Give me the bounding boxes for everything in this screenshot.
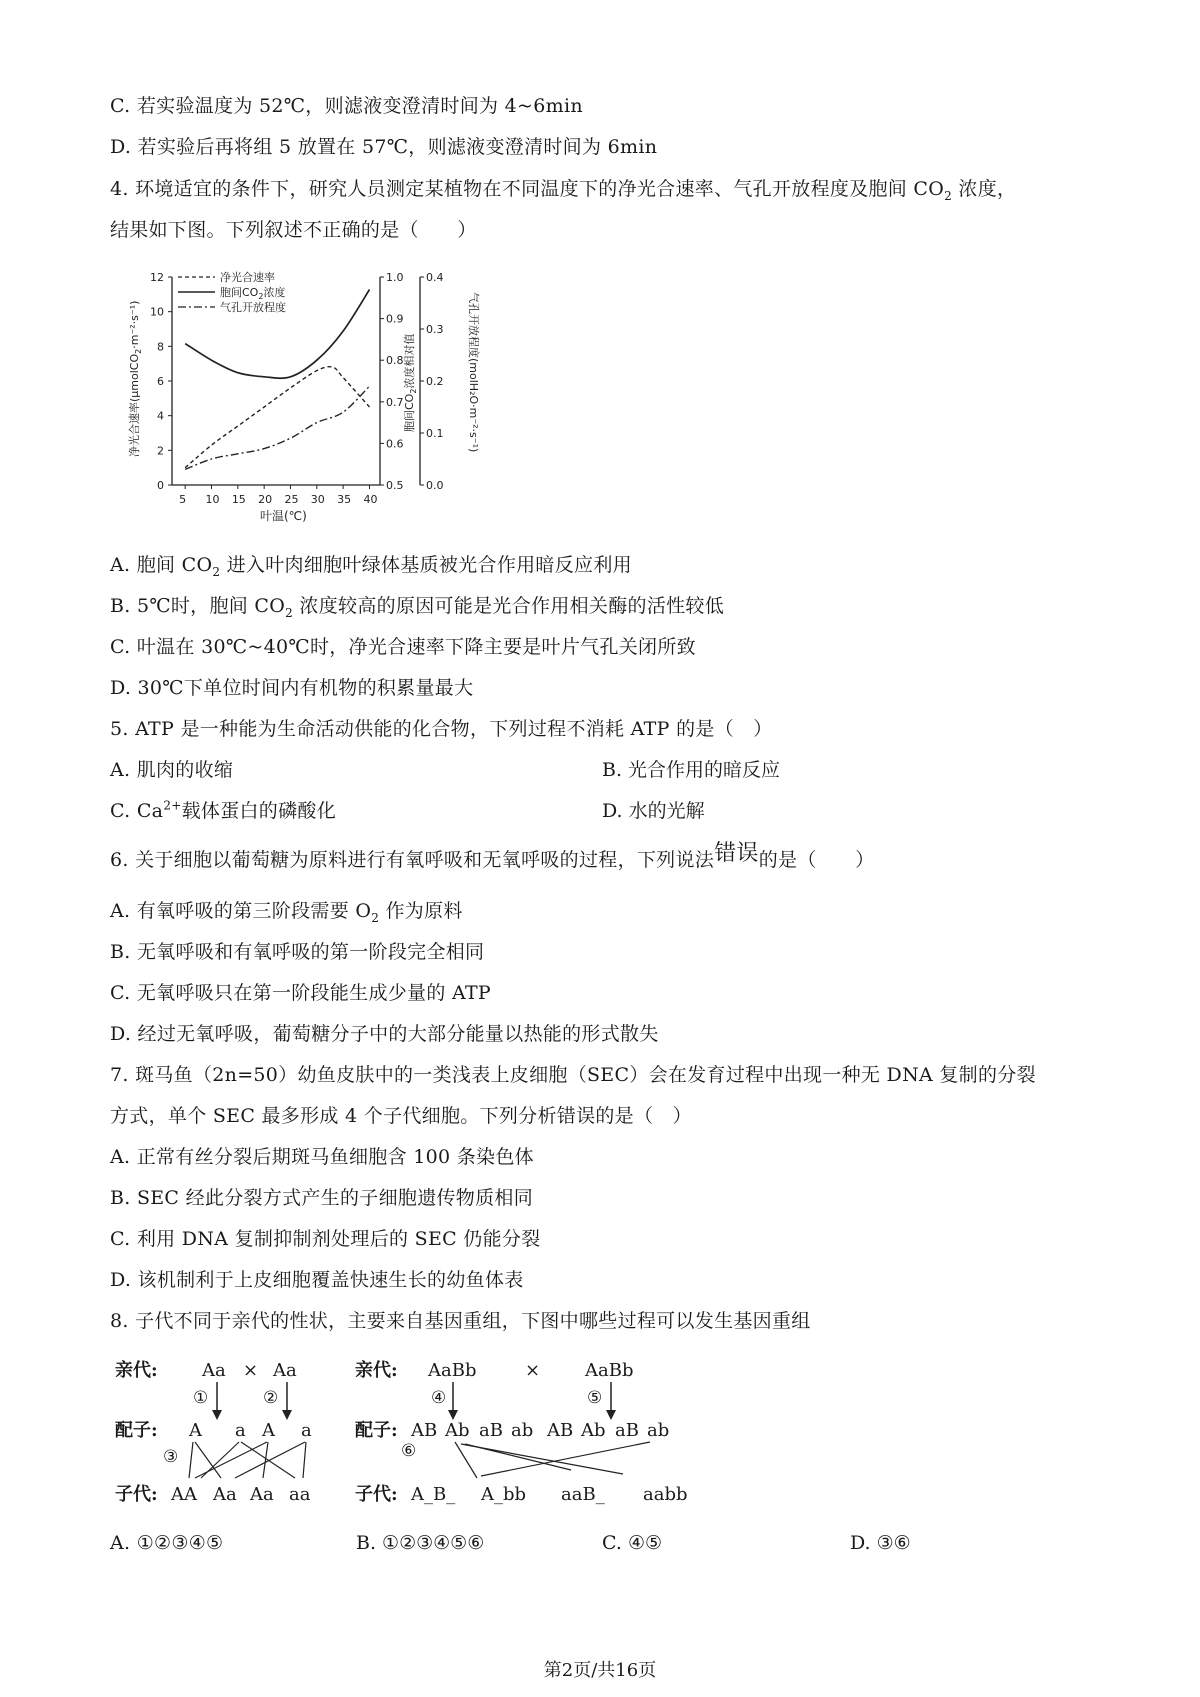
right-gamete-1: AB [411,1420,438,1441]
y-tick-label: 0.5 [386,479,404,492]
right-parent2: AaBb [585,1360,634,1381]
x-tick-label: 30 [310,493,325,506]
x-tick-label: 35 [337,493,352,506]
x-tick-label: 15 [231,493,246,506]
q7-option-a: A. 正常有丝分裂后期斑马鱼细胞含 100 条染色体 [110,1146,534,1168]
left-parent2: Aa [273,1360,297,1381]
y-tick-label: 10 [150,305,164,319]
right-gamete-7: aB [615,1420,639,1441]
y-tick-label: 6 [157,375,164,388]
q7-option-b: B. SEC 经此分裂方式产生的子细胞遗传物质相同 [110,1187,534,1209]
x-tick-label: 10 [205,493,220,506]
y-tick-label: 4 [157,409,164,423]
left-gamete-label: 配子: [115,1420,158,1441]
y-tick-label: 0.3 [426,323,444,336]
right-offspring-label: 子代: [355,1484,398,1505]
x-tick-label: 25 [284,493,299,506]
chart-legend [178,270,286,314]
q4-option-c: C. 叶温在 30℃~40℃时，净光合速率下降主要是叶片气孔关闭所致 [110,636,696,658]
x-tick-label: 40 [363,493,378,506]
right-gamete-2: Ab [445,1420,470,1441]
right-gamete-3: aB [479,1420,503,1441]
q4-option-a: A. 胞间 $CO_2$ 进入叶肉细胞叶绿体基质被光合作用暗反应利用 [110,554,632,579]
step-1-label: ① [193,1388,209,1408]
right-parent-label: 亲代: [355,1360,398,1381]
legend-label-net-photosynthesis: 净光合速率 [220,271,275,284]
y-tick-label: 2 [157,444,164,458]
left-offspring-2: Aa [213,1484,237,1505]
left-offspring-1: AA [171,1484,197,1505]
q7-stem-line2: 方式，单个 SEC 最多形成 4 个子代细胞。下列分析错误的是（ ） [110,1105,692,1127]
q4-stem-line1: 4. 环境适宜的条件下，研究人员测定某植物在不同温度下的净光合速率、气孔开放程度及胞间 $CO_2$ 浓度， [110,178,1017,203]
right-cross-sign: × [525,1360,541,1381]
q4-stem-line2: 结果如下图。下列叙述不正确的是（ ） [110,219,477,241]
q8-option-d: D. ③⑥ [850,1532,911,1554]
x-tick-label: 5 [179,493,187,506]
left-gamete-3: A [262,1420,275,1441]
left-parent1: Aa [202,1360,226,1381]
q4-option-d: D. 30℃下单位时间内有机物的积累量最大 [110,677,474,699]
q8-genetics-diagram [105,1352,695,1522]
step-6-label: ⑥ [401,1441,417,1461]
q6-option-d: D. 经过无氧呼吸，葡萄糖分子中的大部分能量以热能的形式散失 [110,1023,659,1045]
y-left-label: 净光合速率(μmolCO$_2$·m⁻²·s⁻¹) [128,300,143,457]
right-cross [355,1359,688,1505]
q6-emphasis: 错误 [714,841,759,866]
q5-option-d: D. 水的光解 [602,800,705,822]
q5-stem: 5. ATP 是一种能为生命活动供能的化合物，下列过程不消耗 ATP 的是（ ） [110,718,773,740]
right-gamete-4: ab [511,1420,534,1441]
legend-label-stomatal-opening: 气孔开放程度 [220,301,286,314]
q5-option-b: B. 光合作用的暗反应 [602,759,781,781]
q5-option-c: C. $Ca^{2+}$载体蛋白的磷酸化 [110,798,337,822]
y-tick-label: 0.9 [386,312,404,326]
q8-option-c: C. ④⑤ [602,1532,663,1554]
q7-option-c: C. 利用 DNA 复制抑制剂处理后的 SEC 仍能分裂 [110,1228,541,1250]
left-offspring-label: 子代: [115,1484,158,1505]
step-2-label: ② [263,1388,279,1408]
y-tick-label: 12 [150,271,164,284]
y-tick-label: 0.2 [426,375,444,388]
step-4-label: ④ [431,1388,447,1408]
q8-option-a: A. ①②③④⑤ [110,1532,224,1554]
right-gamete-8: ab [647,1420,670,1441]
x-tick-label: 20 [258,493,273,506]
left-offspring-3: Aa [250,1484,274,1505]
q6-option-c: C. 无氧呼吸只在第一阶段能生成少量的 ATP [110,982,492,1004]
x-axis-label: 叶温(℃) [260,509,307,522]
right-offspring-2: A_bb [481,1484,527,1505]
right-gamete-label: 配子: [355,1420,398,1441]
right-offspring-3: aaB_ [561,1484,605,1505]
left-gamete-4: a [301,1420,312,1441]
net-photosynthesis-line [185,367,369,468]
left-cross [115,1359,312,1505]
left-offspring-4: aa [289,1484,311,1505]
q8-stem: 8. 子代不同于亲代的性状，主要来自基因重组，下图中哪些过程可以发生基因重组 [110,1310,811,1332]
y-tick-label: 0.7 [386,395,404,409]
page-footer: 第2页/共16页 [543,1660,657,1681]
q4-option-b: B. 5℃时，胞间 $CO_2$ 浓度较高的原因可能是光合作用相关酶的活性较低 [110,595,725,620]
y-tick-label: 8 [157,340,164,354]
y-tick-label: 0 [157,479,164,492]
q3-option-c: C. 若实验温度为 52℃，则滤液变澄清时间为 4~6min [110,95,583,117]
q6-stem: 6. 关于细胞以葡萄糖为原料进行有氧呼吸和无氧呼吸的过程，下列说法错误的是（ ） [110,841,875,871]
q3-option-d: D. 若实验后再将组 5 放置在 57℃，则滤液变澄清时间为 6min [110,136,658,158]
q6-option-a: A. 有氧呼吸的第三阶段需要 $O_2$ 作为原料 [110,900,463,925]
y-tick-label: 0.8 [386,354,404,368]
legend-label-intercellular-co2: 胞间$CO_2$浓度 [220,286,286,301]
right-gamete-6: Ab [581,1420,606,1441]
left-parent-label: 亲代: [115,1360,158,1381]
y-tick-label: 0.1 [426,427,444,440]
left-gamete-2: a [235,1420,246,1441]
y-right-label: 气孔开放程度(molH₂O·m⁻²·s⁻¹) [467,292,480,453]
y-right-tick-group [420,271,444,492]
step-5-label: ⑤ [587,1388,603,1408]
y-tick-label: 0.0 [426,479,444,492]
q8-option-b: B. ①②③④⑤⑥ [356,1532,485,1554]
left-gamete-1: A [189,1420,202,1441]
y-tick-label: 0.6 [386,437,404,451]
q7-option-d: D. 该机制利于上皮细胞覆盖快速生长的幼鱼体表 [110,1269,524,1291]
left-cross-sign: × [243,1360,259,1381]
chart-series-group [185,290,369,470]
q6-option-b: B. 无氧呼吸和有氧呼吸的第一阶段完全相同 [110,941,485,963]
stomatal-opening-line [185,386,369,469]
q7-stem-line1: 7. 斑马鱼（2n=50）幼鱼皮肤中的一类浅表上皮细胞（SEC）会在发育过程中出现一种无 DNA 复制的分裂 [110,1064,1036,1086]
q4-line-chart [120,262,510,522]
right-offspring-1: A_B_ [411,1484,456,1505]
right-parent1: AaBb [428,1360,477,1381]
step-3-label: ③ [163,1447,179,1467]
y-mid-label: 胞间$CO_2$浓度相对值 [403,333,418,432]
y-tick-label: 0.4 [426,271,444,284]
y-tick-label: 1.0 [386,271,404,284]
q5-option-a: A. 肌肉的收缩 [110,759,234,781]
right-gamete-5: AB [547,1420,574,1441]
y-left-tick-group [150,271,172,492]
y-mid-tick-group [380,271,404,492]
x-tick-group [179,485,377,506]
right-offspring-4: aabb [643,1484,688,1505]
